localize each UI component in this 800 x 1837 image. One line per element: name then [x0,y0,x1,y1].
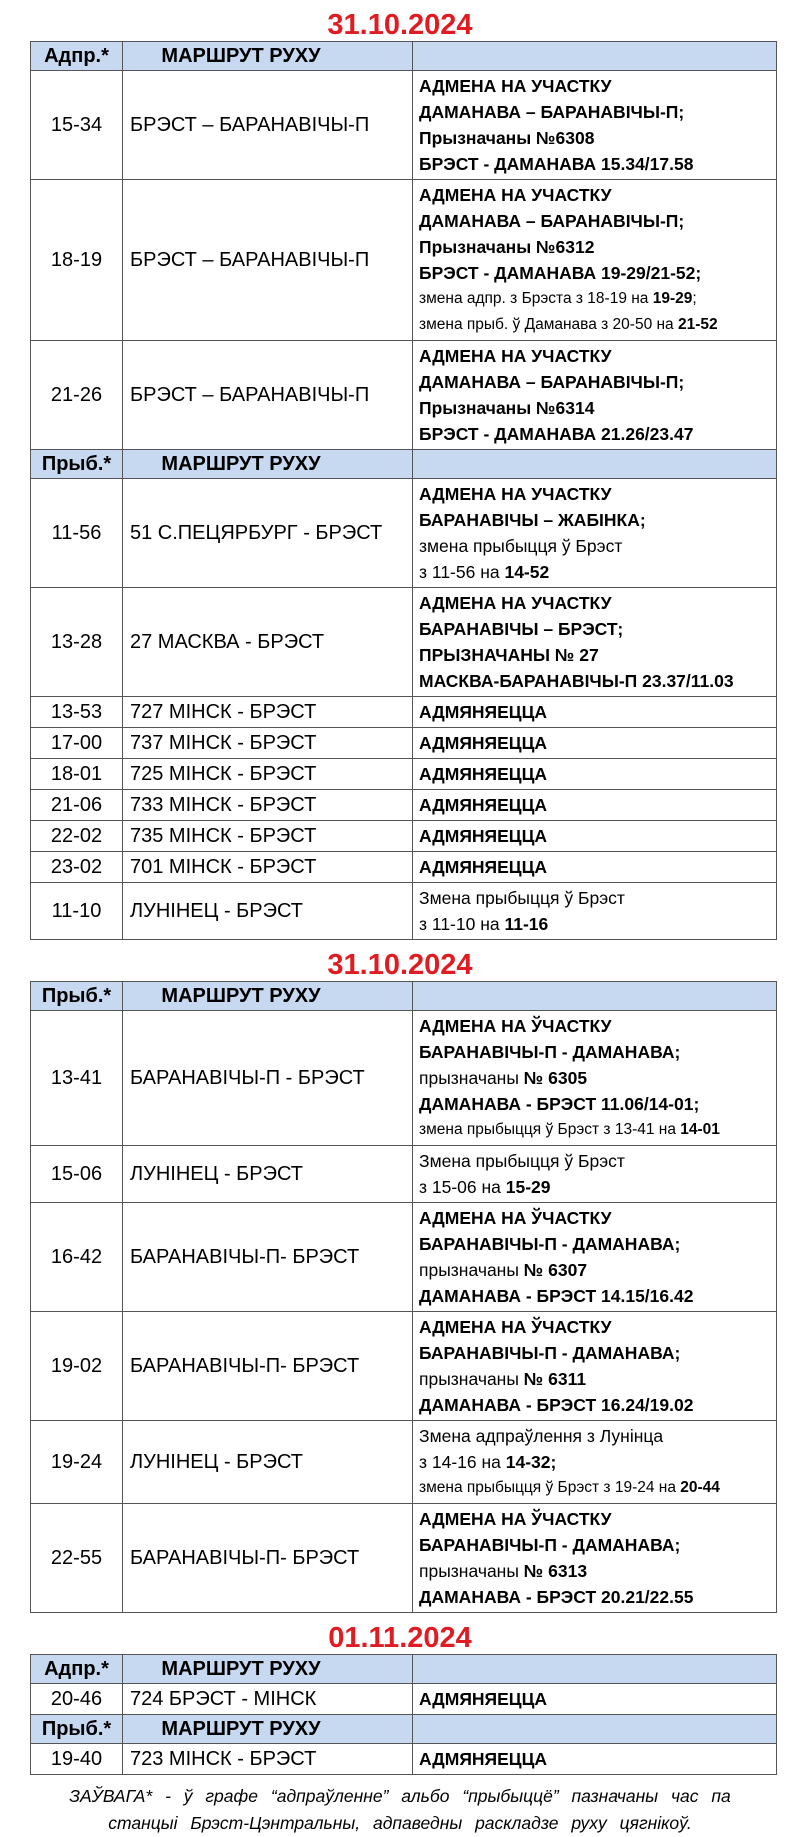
note-text: Прызначаны №6308 [419,128,595,148]
table-row [31,1011,777,1146]
train-time: 13-41 [31,1011,123,1146]
train-note [413,728,777,759]
table-header-row [31,1715,777,1744]
note-text: АДМЯНЯЕЦЦА [419,733,548,753]
table-header-row [31,982,777,1011]
note-text: ДАМАНАВА - БРЭСТ 14.15/16.42 [419,1286,694,1306]
note-text: змена прыб. ў Даманава з 20-50 на [419,316,678,333]
train-route: БАРАНАВІЧЫ-П- БРЭСТ [123,1203,413,1312]
note-line [419,125,770,151]
note-bold-value: № 6305 [523,1068,588,1088]
note-line [419,1340,770,1366]
train-route: 51 С.ПЕЦЯРБУРГ - БРЭСТ [123,479,413,588]
header-time-label: Прыб.* [31,1715,123,1744]
note-line [419,1746,770,1772]
note-text: Змена прыбыцця ў Брэст [419,1151,625,1171]
note-bold-value: № 6313 [523,1561,588,1581]
note-line [419,885,770,911]
note-text: Змена прыбыцця ў Брэст [419,888,625,908]
note-line [419,343,770,369]
footnote: ЗАЎВАГА* - ў графе “адпраўленне” альбо “прыбыццё” пазначаны час па станцыі Брэст-Цэнтральны, адпаведны раскладзе руху цягнікоў. [69,1786,731,1833]
note-text: АДМЯНЯЕЦЦА [419,764,548,784]
train-time: 21-26 [31,341,123,450]
train-route: БРЭСТ – БАРАНАВІЧЫ-П [123,180,413,341]
table-row [31,697,777,728]
note-text: змена прыбыцця ў Брэст [419,536,623,556]
note-line [419,395,770,421]
note-line [419,234,770,260]
note-line [419,1205,770,1231]
note-text: БАРАНАВІЧЫ-П - ДАМАНАВА; [419,1042,681,1062]
header-time-label: Прыб.* [31,450,123,479]
train-note [413,479,777,588]
note-line [419,642,770,668]
train-route: 737 МІНСК - БРЭСТ [123,728,413,759]
note-text: ДАМАНАВА – БАРАНАВІЧЫ-П; [419,102,685,122]
train-route: 735 МІНСК - БРЭСТ [123,821,413,852]
note-line [419,730,770,756]
train-time: 19-40 [31,1744,123,1775]
train-route: 701 МІНСК - БРЭСТ [123,852,413,883]
note-text: АДМЕНА НА УЧАСТКУ [419,185,612,205]
table-row [31,1146,777,1203]
section-date: 31.10.2024 [327,9,473,41]
note-line [419,590,770,616]
train-route: 724 БРЭСТ - МІНСК [123,1684,413,1715]
train-route: 733 МІНСК - БРЭСТ [123,790,413,821]
note-line [419,507,770,533]
table-row [31,728,777,759]
table-row [31,1504,777,1613]
table-row [31,71,777,180]
train-note [413,341,777,450]
note-line [419,1283,770,1309]
note-text: Прызначаны №6314 [419,398,595,418]
train-route: 723 МІНСК - БРЭСТ [123,1744,413,1775]
note-text: прызначаны [419,1561,524,1581]
train-time: 19-24 [31,1421,123,1504]
note-text: АДМЯНЯЕЦЦА [419,1749,548,1769]
note-line [419,369,770,395]
table-row [31,790,777,821]
note-line [419,151,770,177]
note-line [419,1366,770,1392]
note-line [419,1039,770,1065]
note-text: АДМЕНА НА ЎЧАСТКУ [419,1208,612,1228]
note-text: прызначаны [419,1068,524,1088]
train-route: 725 МІНСК - БРЭСТ [123,759,413,790]
note-text: з 15-06 на [419,1177,506,1197]
note-text: з 11-56 на [419,562,505,582]
table-header-row [31,450,777,479]
note-text: ДАМАНАВА - БРЭСТ 16.24/19.02 [419,1395,694,1415]
train-note [413,1011,777,1146]
note-line [419,792,770,818]
train-time: 13-53 [31,697,123,728]
train-note [413,1744,777,1775]
note-line [419,1449,770,1475]
note-text: змена прыбыцця ў Брэст з 19-24 на [419,1479,681,1496]
table-row [31,1421,777,1504]
note-text: змена прыбыцця ў Брэст з 13-41 на [419,1121,681,1138]
header-note-label [413,42,777,71]
train-time: 17-00 [31,728,123,759]
note-line [419,1174,770,1200]
note-text: прызначаны [419,1260,524,1280]
note-line [419,699,770,725]
header-note-label [413,982,777,1011]
header-route-label: МАРШРУТ РУХУ [123,1715,413,1744]
note-text: АДМЕНА НА УЧАСТКУ [419,484,612,504]
table-row [31,341,777,450]
table-header-row [31,1655,777,1684]
note-bold-value: 11-16 [504,914,549,934]
table-row [31,180,777,341]
note-text: БАРАНАВІЧЫ – ЖАБІНКА; [419,510,646,530]
train-time: 18-19 [31,180,123,341]
note-line [419,616,770,642]
note-line [419,1148,770,1174]
note-text: БРЭСТ - ДАМАНАВА 15.34/17.58 [419,154,694,174]
section-date: 01.11.2024 [328,1622,472,1654]
note-bold-value: 21-52 [677,316,718,333]
train-time: 21-06 [31,790,123,821]
note-line [419,559,770,585]
note-line [419,1231,770,1257]
train-note [413,71,777,180]
train-note [413,588,777,697]
note-bold-value: 14-01 [680,1121,720,1138]
train-note [413,1504,777,1613]
note-text: з 14-16 на [419,1452,506,1472]
note-text: ДАМАНАВА - БРЭСТ 11.06/14-01; [419,1094,700,1114]
train-time: 15-34 [31,71,123,180]
note-line [419,533,770,559]
note-line [419,286,770,312]
note-text: прызначаны [419,1369,524,1389]
note-text: АДМЯНЯЕЦЦА [419,857,548,877]
note-line [419,421,770,447]
note-line [419,260,770,286]
table-row [31,1744,777,1775]
note-text: АДМЯНЯЕЦЦА [419,702,548,722]
table-header-row [31,42,777,71]
train-time: 22-02 [31,821,123,852]
note-line [419,823,770,849]
train-time: 11-56 [31,479,123,588]
note-text: МАСКВА-БАРАНАВІЧЫ-П 23.37/11.03 [419,671,734,691]
note-bold-value: № 6311 [523,1369,587,1389]
train-time: 16-42 [31,1203,123,1312]
train-time: 18-01 [31,759,123,790]
train-route: БАРАНАВІЧЫ-П- БРЭСТ [123,1504,413,1613]
note-text: АДМЕНА НА ЎЧАСТКУ [419,1016,612,1036]
table-row [31,852,777,883]
train-note [413,883,777,940]
header-time-label: Адпр.* [31,1655,123,1684]
note-line [419,1532,770,1558]
train-time: 19-02 [31,1312,123,1421]
header-time-label: Прыб.* [31,982,123,1011]
train-note [413,790,777,821]
table-row [31,479,777,588]
train-time: 11-10 [31,883,123,940]
note-line [419,1558,770,1584]
note-line [419,73,770,99]
header-route-label: МАРШРУТ РУХУ [123,982,413,1011]
note-text: БАРАНАВІЧЫ – БРЭСТ; [419,619,624,639]
train-note [413,1684,777,1715]
note-line [419,481,770,507]
train-time: 20-46 [31,1684,123,1715]
table-row [31,1684,777,1715]
note-line [419,1475,770,1501]
note-line [419,208,770,234]
schedule-table [30,981,777,1613]
table-row [31,759,777,790]
note-bold-value: 14-32; [505,1452,557,1472]
note-line [419,1584,770,1610]
note-line [419,1117,770,1143]
table-row [31,1312,777,1421]
note-text: АДМЕНА НА УЧАСТКУ [419,593,612,613]
header-route-label: МАРШРУТ РУХУ [123,1655,413,1684]
table-row [31,588,777,697]
note-line [419,312,770,338]
header-route-label: МАРШРУТ РУХУ [123,450,413,479]
note-text: АДМЕНА НА ЎЧАСТКУ [419,1317,612,1337]
schedule-page [0,9,800,1775]
note-text: змена адпр. з Брэста з 18-19 на [419,290,653,307]
train-time: 23-02 [31,852,123,883]
train-note [413,1203,777,1312]
note-suffix: ; [692,290,697,307]
train-note [413,180,777,341]
note-line [419,1065,770,1091]
note-line [419,99,770,125]
train-route: ЛУНІНЕЦ - БРЭСТ [123,883,413,940]
train-time: 22-55 [31,1504,123,1613]
header-time-label: Адпр.* [31,42,123,71]
train-note [413,1312,777,1421]
schedule-table [30,1654,777,1775]
train-note [413,1146,777,1203]
train-route: БРЭСТ – БАРАНАВІЧЫ-П [123,341,413,450]
note-text: ДАМАНАВА – БАРАНАВІЧЫ-П; [419,211,685,231]
note-text: Змена адпраўлення з Лунінца [419,1426,664,1446]
note-text: БАРАНАВІЧЫ-П - ДАМАНАВА; [419,1535,681,1555]
note-bold-value: 19-29 [652,290,693,307]
train-route: БАРАНАВІЧЫ-П- БРЭСТ [123,1312,413,1421]
note-text: АДМЕНА НА ЎЧАСТКУ [419,1509,612,1529]
note-text: ДАМАНАВА - БРЭСТ 20.21/22.55 [419,1587,694,1607]
note-text: АДМЯНЯЕЦЦА [419,795,548,815]
note-line [419,1013,770,1039]
note-line [419,1392,770,1418]
note-line [419,182,770,208]
note-bold-value: 20-44 [680,1479,720,1496]
note-line [419,1091,770,1117]
note-line [419,668,770,694]
header-route-label: МАРШРУТ РУХУ [123,42,413,71]
train-route: ЛУНІНЕЦ - БРЭСТ [123,1146,413,1203]
train-route: БРЭСТ – БАРАНАВІЧЫ-П [123,71,413,180]
note-line [419,1423,770,1449]
note-bold-value: 15-29 [505,1177,551,1197]
note-line [419,1686,770,1712]
note-bold-value: 14-52 [504,562,550,582]
note-text: АДМЕНА НА УЧАСТКУ [419,76,612,96]
note-text: БРЭСТ - ДАМАНАВА 19-29/21-52; [419,263,702,283]
note-line [419,761,770,787]
note-line [419,1257,770,1283]
train-time: 13-28 [31,588,123,697]
train-route: ЛУНІНЕЦ - БРЭСТ [123,1421,413,1504]
table-row [31,883,777,940]
note-text: БРЭСТ - ДАМАНАВА 21.26/23.47 [419,424,694,444]
note-bold-value: № 6307 [523,1260,588,1280]
note-text: БАРАНАВІЧЫ-П - ДАМАНАВА; [419,1234,681,1254]
note-text: Прызначаны №6312 [419,237,595,257]
train-route: 727 МІНСК - БРЭСТ [123,697,413,728]
schedule-table [30,41,777,940]
note-text: ПРЫЗНАЧАНЫ № 27 [419,645,599,665]
note-text: АДМЯНЯЕЦЦА [419,826,548,846]
note-text: АДМЯНЯЕЦЦА [419,1689,548,1709]
table-row [31,1203,777,1312]
note-line [419,1506,770,1532]
train-route: БАРАНАВІЧЫ-П - БРЭСТ [123,1011,413,1146]
train-note [413,1421,777,1504]
train-time: 15-06 [31,1146,123,1203]
note-text: БАРАНАВІЧЫ-П - ДАМАНАВА; [419,1343,681,1363]
note-text: АДМЕНА НА УЧАСТКУ [419,346,612,366]
train-note [413,759,777,790]
table-row [31,821,777,852]
train-route: 27 МАСКВА - БРЭСТ [123,588,413,697]
train-note [413,852,777,883]
note-line [419,911,770,937]
train-note [413,697,777,728]
section-date: 31.10.2024 [327,949,473,981]
header-note-label [413,1655,777,1684]
header-note-label [413,1715,777,1744]
note-text: з 11-10 на [419,914,505,934]
note-text: ДАМАНАВА – БАРАНАВІЧЫ-П; [419,372,685,392]
note-line [419,1314,770,1340]
train-note [413,821,777,852]
header-note-label [413,450,777,479]
note-line [419,854,770,880]
